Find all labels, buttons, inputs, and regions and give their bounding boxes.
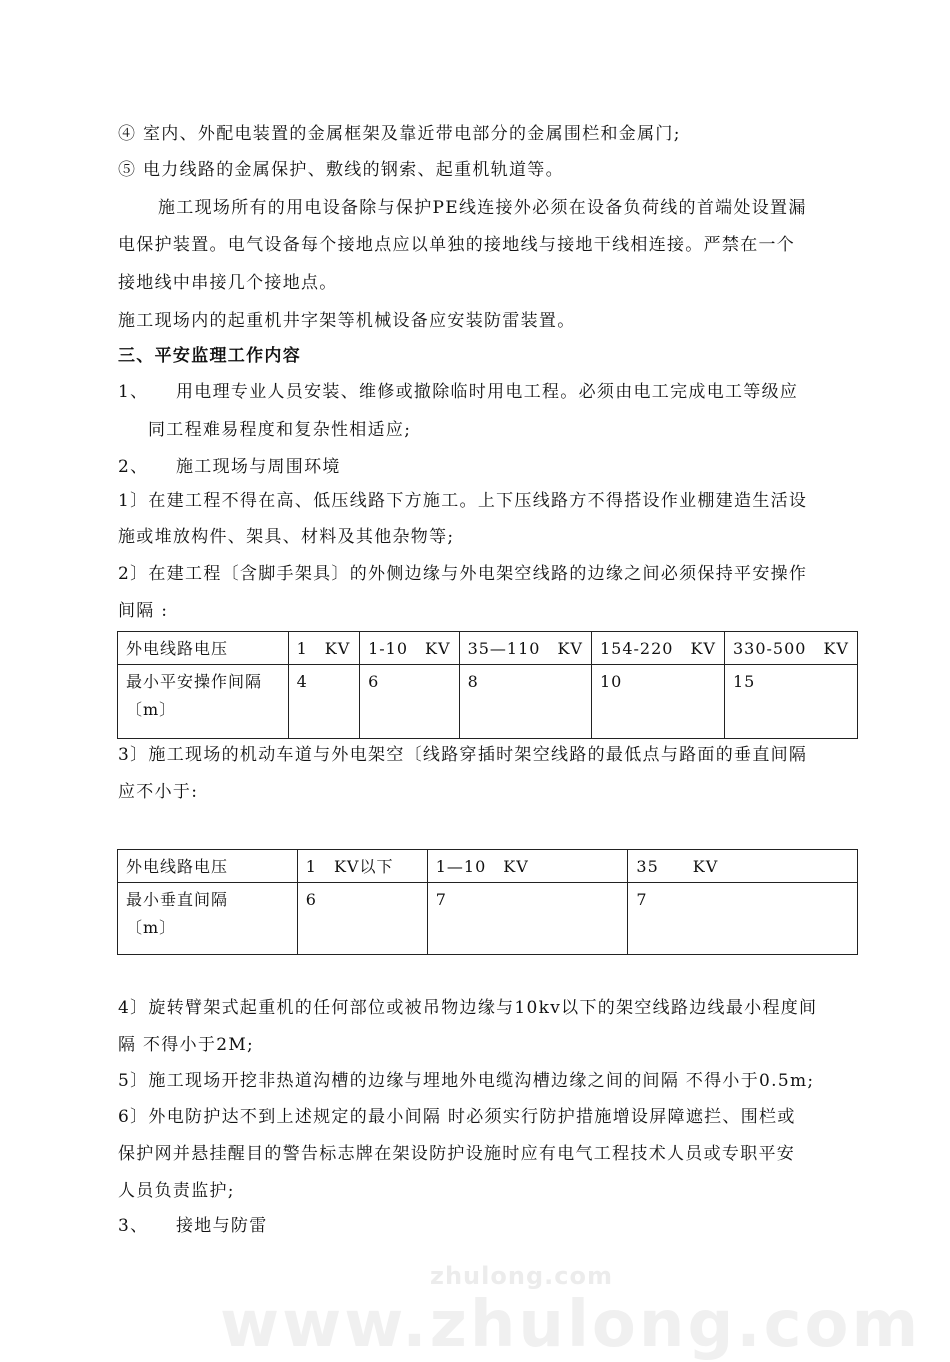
row-label: 最小平安操作间隔 — [126, 672, 263, 691]
paragraph-line: 同工程难易程度和复杂性相适应; — [148, 420, 412, 440]
item-number: 3、 — [118, 1216, 149, 1236]
paragraph-line: 施工现场所有的用电设备除与保护PE线连接外必须在设备负荷线的首端处设置漏 — [158, 198, 807, 218]
item-text: 用电理专业人员安装、维修或撤除临时用电工程。必须由电工完成电工等级应 — [176, 382, 799, 402]
table-row — [118, 883, 858, 955]
table-cell: 1 KV以下 — [297, 850, 427, 883]
table-cell: 15 — [724, 665, 857, 739]
paragraph-line: 6〕外电防护达不到上述规定的最小间隔 时必须实行防护措施增设屏障遮拦、围栏或 — [118, 1107, 796, 1127]
table-cell: 4 — [288, 665, 360, 739]
paragraph-line: 施或堆放构件、架具、材料及其他杂物等; — [118, 527, 455, 547]
row-unit: 〔m〕 — [126, 918, 177, 937]
table-cell — [118, 883, 298, 955]
table-cell: 10 — [591, 665, 724, 739]
item-text: 施工现场与周围环境 — [176, 457, 341, 477]
table-row — [118, 850, 858, 883]
paragraph-line: 4〕旋转臂架式起重机的任何部位或被吊物边缘与10kv以下的架空线路边线最小程度间 — [118, 998, 818, 1018]
item-text: 接地与防雷 — [176, 1216, 268, 1236]
paragraph-line: 施工现场内的起重机井字架等机械设备应安装防雷装置。 — [118, 311, 576, 331]
table-cell: 7 — [427, 883, 628, 955]
table-cell: 35 KV — [628, 850, 858, 883]
paragraph-line: 电保护装置。电气设备每个接地点应以单独的接地线与接地干线相连接。严禁在一个 — [118, 235, 796, 255]
paragraph-line: 人员负责监护; — [118, 1181, 235, 1201]
watermark-large: www.zhulong.com — [220, 1288, 922, 1362]
table-cell: 6 — [360, 665, 459, 739]
numbered-item-1 — [118, 381, 798, 403]
table-cell: 1—10 KV — [427, 850, 628, 883]
table-cell: 8 — [459, 665, 591, 739]
table-cell: 1-10 KV — [360, 632, 459, 665]
table-cell: 6 — [297, 883, 427, 955]
table-cell: 7 — [628, 883, 858, 955]
numbered-item-3 — [118, 1215, 268, 1237]
table-cell: 外电线路电压 — [118, 850, 298, 883]
list-item-4: ④ 室内、外配电装置的金属框架及靠近带电部分的金属围栏和金属门; — [118, 124, 681, 144]
item-number: 1、 — [118, 382, 149, 402]
table-row — [118, 665, 858, 739]
paragraph-line: 应不小于: — [118, 782, 199, 802]
paragraph-line: 3〕施工现场的机动车道与外电架空〔线路穿插时架空线路的最低点与路面的垂直间隔 — [118, 745, 808, 765]
row-label: 最小垂直间隔 — [126, 890, 229, 909]
numbered-item-2 — [118, 456, 341, 478]
paragraph-line: 1〕在建工程不得在高、低压线路下方施工。上下压线路方不得搭设作业棚建造生活设 — [118, 491, 808, 511]
paragraph-line: 接地线中串接几个接地点。 — [118, 273, 338, 293]
table-cell: 154-220 KV — [591, 632, 724, 665]
table-row — [118, 632, 858, 665]
clearance-table — [117, 631, 858, 739]
paragraph-line: 5〕施工现场开挖非热道沟槽的边缘与埋地外电缆沟槽边缘之间的间隔 不得小于0.5m; — [118, 1071, 815, 1091]
section-heading: 三、平安监理工作内容 — [118, 346, 301, 366]
vertical-clearance-table — [117, 849, 858, 955]
table-cell: 1 KV — [288, 632, 360, 665]
list-item-5: ⑤ 电力线路的金属保护、敷线的钢索、起重机轨道等。 — [118, 160, 564, 180]
table-cell: 330-500 KV — [724, 632, 857, 665]
table-cell: 外电线路电压 — [118, 632, 289, 665]
table-cell — [118, 665, 289, 739]
paragraph-line: 保护网并悬挂醒目的警告标志牌在架设防护设施时应有电气工程技术人员或专职平安 — [118, 1144, 796, 1164]
paragraph-line: 间隔 : — [118, 601, 169, 621]
row-unit: 〔m〕 — [126, 700, 177, 719]
paragraph-line: 2〕在建工程〔含脚手架具〕的外侧边缘与外电架空线路的边缘之间必须保持平安操作 — [118, 564, 808, 584]
table-cell: 35—110 KV — [459, 632, 591, 665]
item-number: 2、 — [118, 457, 149, 477]
watermark-small: zhulong.com — [430, 1262, 613, 1290]
paragraph-line: 隔 不得小于2M; — [118, 1035, 255, 1055]
